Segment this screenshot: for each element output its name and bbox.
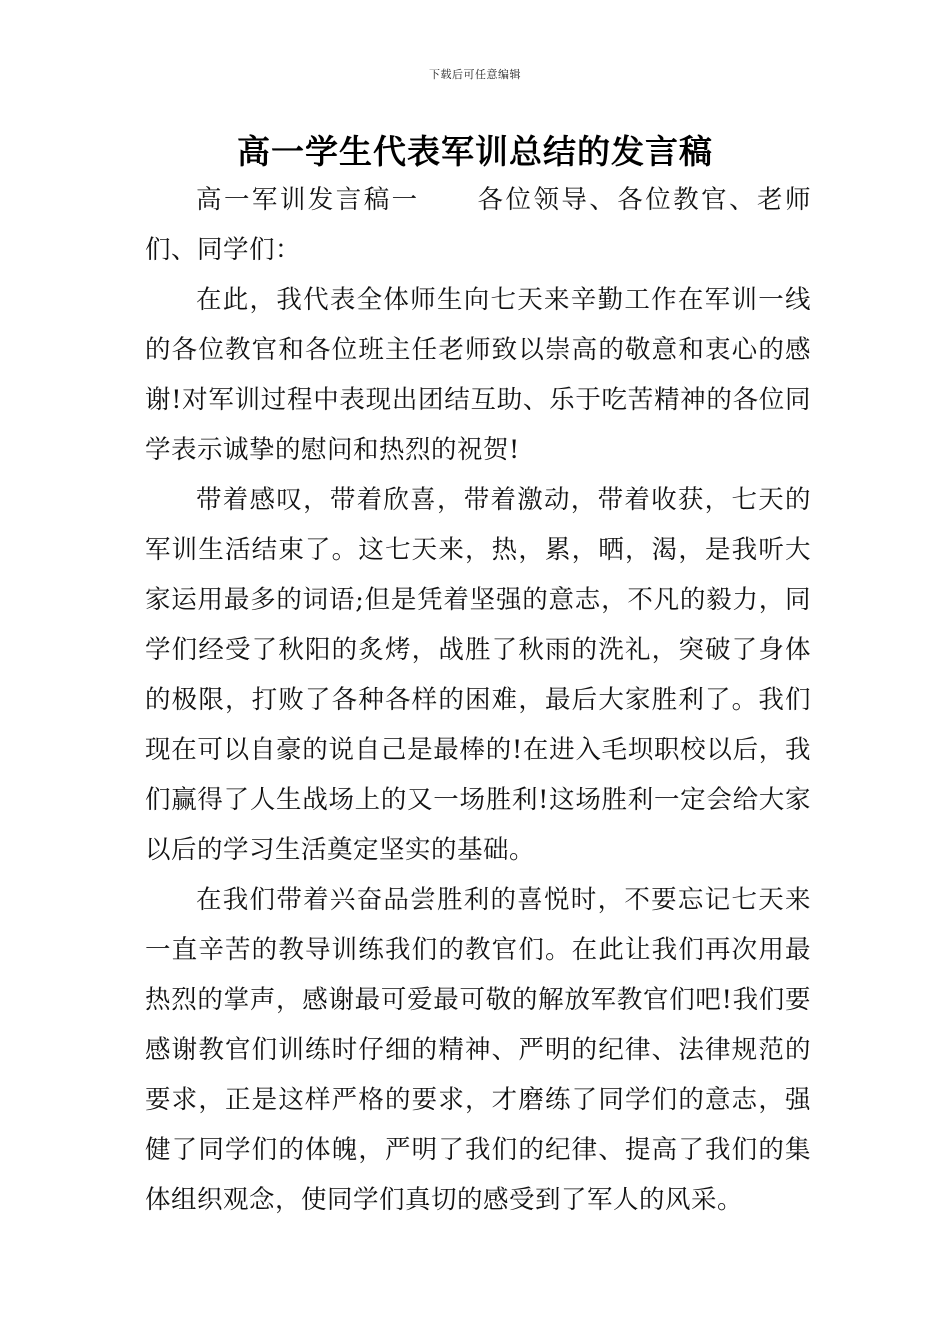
paragraph-2: 带着感叹，带着欣喜，带着激动，带着收获，七天的军训生活结束了。这七天来，热，累，晒，渴，是我听大家运用最多的词语;但是凭着坚强的意志，不凡的毅力，同学们经受了秋阳的炙烤，战胜了秋雨的洗礼，突破了身体的极限，打败了各种各样的困难，最后大家胜利了。我们现在可以自豪的说自己是最棒的!在进入毛坝职校以后，我们赢得了人生战场上的又一场胜利!这场胜利一定会给大家以后的学习生活奠定坚实的基础。 bbox=[145, 485, 811, 865]
opening-paragraph bbox=[145, 175, 811, 275]
paragraph-1: 在此，我代表全体师生向七天来辛勤工作在军训一线的各位教官和各位班主任老师致以崇高的敬意和衷心的感谢!对军训过程中表现出团结互助、乐于吃苦精神的各位同学表示诚挚的慰问和热烈的祝贺! bbox=[145, 285, 811, 465]
greeting: 各位领导、各位教官、老师们、同学们： bbox=[145, 185, 811, 265]
header-note: 下载后可任意编辑 bbox=[429, 68, 521, 81]
document-body bbox=[145, 175, 811, 1225]
document-title: 高一学生代表军训总结的发言稿 bbox=[237, 132, 713, 171]
paragraph-3: 在我们带着兴奋品尝胜利的喜悦时，不要忘记七天来一直辛苦的教导训练我们的教官们。在此让我们再次用最热烈的掌声，感谢最可爱最可敬的解放军教官们吧!我们要感谢教官们训练时仔细的精神、严明的纪律、法律规范的要求，正是这样严格的要求，才磨练了同学们的意志，强健了同学们的体魄，严明了我们的纪律、提高了我们的集体组织观念，使同学们真切的感受到了军人的风采。 bbox=[145, 885, 811, 1215]
intro-label: 高一军训发言稿一 bbox=[196, 185, 420, 215]
